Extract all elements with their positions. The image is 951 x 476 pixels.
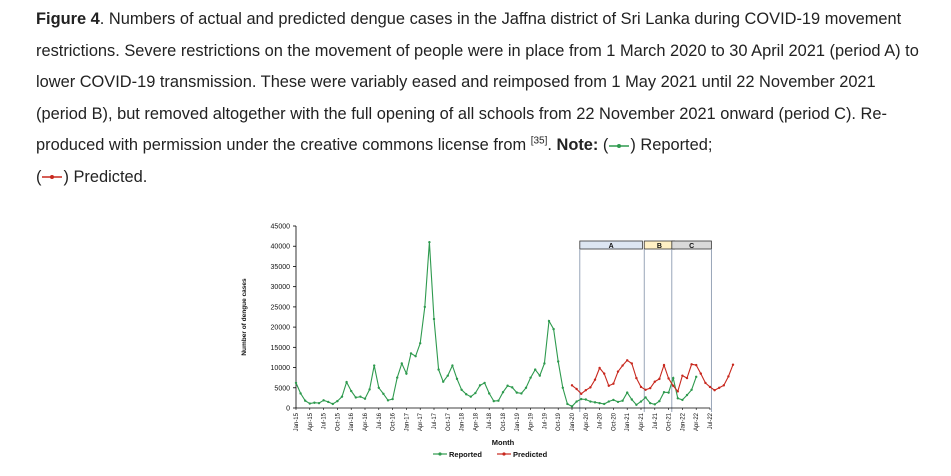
reported-data-point: [603, 403, 605, 405]
y-tick-label: 0: [286, 405, 290, 413]
x-tick-label: Jul-20: [597, 413, 604, 430]
reported-data-point: [295, 382, 297, 384]
reported-data-point: [658, 400, 660, 402]
reported-data-point: [442, 381, 444, 383]
predicted-data-point: [654, 381, 656, 383]
reported-data-point: [373, 364, 375, 366]
reported-data-point: [313, 402, 315, 404]
predicted-data-point: [718, 387, 720, 389]
reported-data-point: [594, 401, 596, 403]
predicted-data-point: [695, 364, 697, 366]
reported-data-point: [447, 374, 449, 376]
x-tick-label: Apr-18: [473, 413, 480, 432]
reported-data-point: [327, 401, 329, 403]
x-tick-label: Apr-22: [694, 413, 701, 432]
figure-caption: [36, 4, 926, 193]
reported-data-point: [585, 398, 587, 400]
y-tick-label: 25000: [270, 304, 290, 312]
period-label-b: B: [656, 243, 662, 250]
predicted-data-point: [608, 385, 610, 387]
predicted-data-point: [640, 386, 642, 388]
x-tick-label: Oct-17: [445, 413, 452, 432]
reported-data-point: [626, 391, 628, 393]
predicted-data-point: [594, 378, 596, 380]
x-tick-label: Jan-15: [294, 413, 300, 432]
x-tick-label: Jul-15: [321, 413, 328, 430]
reported-data-point: [332, 403, 334, 405]
reported-data-point: [424, 306, 426, 308]
y-axis-title: Number of dengue cases: [241, 278, 248, 356]
reported-data-point: [414, 355, 416, 357]
x-tick-label: Jan-18: [459, 413, 466, 432]
predicted-line-glyph: [41, 172, 63, 182]
reported-data-point: [575, 400, 577, 402]
x-tick-label: Jul-17: [432, 413, 438, 430]
reported-data-point: [663, 391, 665, 393]
reported-data-point: [612, 399, 614, 401]
predicted-data-point: [658, 378, 660, 380]
predicted-data-point: [631, 362, 633, 364]
x-tick-label: Oct-20: [611, 413, 618, 432]
reported-data-point: [382, 393, 384, 395]
reported-data-point: [677, 397, 679, 399]
reported-data-point: [635, 404, 637, 406]
predicted-data-point: [635, 377, 637, 379]
reported-data-point: [410, 352, 412, 354]
predicted-data-point: [681, 374, 683, 376]
reported-data-point: [405, 372, 407, 374]
reported-data-point: [401, 362, 403, 364]
x-tick-label: Jan-16: [349, 413, 356, 432]
predicted-data-point: [713, 389, 715, 391]
reported-data-point: [378, 387, 380, 389]
reported-data-point: [631, 398, 633, 400]
figure-label-period: .: [99, 10, 105, 28]
reported-data-point: [690, 389, 692, 391]
caption-after-ref: .: [547, 136, 557, 154]
predicted-data-point: [621, 364, 623, 366]
predicted-data-point: [571, 384, 573, 386]
reported-data-point: [654, 403, 656, 405]
predicted-data-point: [732, 364, 734, 366]
reported-data-point: [681, 399, 683, 401]
reported-data-point: [396, 376, 398, 378]
reported-legend-marker: [438, 452, 441, 455]
reported-data-point: [419, 342, 421, 344]
predicted-data-point: [690, 363, 692, 365]
x-tick-label: Jul-21: [652, 413, 659, 430]
reported-data-point: [355, 396, 357, 398]
reported-data-point: [608, 400, 610, 402]
x-tick-label: Oct-18: [501, 413, 507, 432]
reported-data-point: [502, 391, 504, 393]
predicted-data-point: [612, 383, 614, 385]
predicted-data-point: [727, 375, 729, 377]
x-axis-title: Month: [491, 438, 515, 447]
x-tick-label: Jul-18: [487, 413, 494, 430]
citation-reference[interactable]: [35]: [530, 135, 548, 147]
predicted-data-point: [644, 389, 646, 391]
reported-data-point: [318, 402, 320, 404]
reported-data-point: [350, 390, 352, 392]
predicted-data-point: [723, 384, 725, 386]
reported-data-point: [433, 318, 435, 320]
reported-data-point: [598, 402, 600, 404]
reported-data-point: [336, 400, 338, 402]
predicted-data-point: [649, 387, 651, 389]
predicted-data-point: [704, 382, 706, 384]
reported-data-point: [534, 368, 536, 370]
legend-open-paren: (: [598, 136, 609, 154]
reported-data-point: [470, 395, 472, 397]
predicted-data-point: [663, 364, 665, 366]
reported-data-point: [304, 400, 306, 402]
x-tick-label: Apr-16: [363, 413, 369, 432]
predicted-data-point: [667, 377, 669, 379]
predicted-data-point: [617, 370, 619, 372]
predicted-data-point: [603, 372, 605, 374]
reported-data-point: [299, 392, 301, 394]
predicted-legend-text: ) Predicted.: [63, 167, 148, 186]
reported-data-point: [437, 368, 439, 370]
predicted-data-point: [672, 385, 674, 387]
reported-data-point: [322, 399, 324, 401]
reported-data-point: [589, 400, 591, 402]
reported-data-point: [506, 385, 508, 387]
reported-data-point: [548, 320, 550, 322]
reported-data-point: [529, 376, 531, 378]
predicted-data-point: [677, 390, 679, 392]
reported-data-point: [345, 381, 347, 383]
reported-data-point: [456, 378, 458, 380]
x-tick-label: Jan-19: [514, 413, 521, 432]
reported-data-point: [539, 374, 541, 376]
reported-data-point: [566, 403, 568, 405]
x-tick-label: Jul-22: [708, 413, 714, 430]
period-label-a: A: [608, 243, 614, 250]
predicted-data-point: [626, 359, 628, 361]
y-tick-label: 35000: [270, 263, 290, 271]
reported-data-point: [474, 392, 476, 394]
predicted-data-point: [585, 389, 587, 391]
figure-label: Figure 4: [36, 10, 100, 28]
reported-data-point: [520, 392, 522, 394]
reported-data-point: [368, 388, 370, 390]
reported-data-point: [621, 400, 623, 402]
reported-data-point: [667, 391, 669, 393]
reported-data-point: [309, 402, 311, 404]
reported-data-point: [511, 386, 513, 388]
reported-data-point: [562, 387, 564, 389]
y-tick-label: 10000: [270, 365, 290, 373]
reported-data-point: [640, 400, 642, 402]
reported-data-point: [465, 393, 467, 395]
reported-data-point: [493, 400, 495, 402]
y-tick-label: 20000: [270, 324, 290, 332]
predicted-legend-marker: [502, 452, 505, 455]
reported-data-point: [359, 395, 361, 397]
x-tick-label: Oct-15: [335, 413, 342, 432]
reported-data-point: [571, 405, 573, 407]
reported-data-point: [479, 384, 481, 386]
caption-text: Numbers of actual and predicted dengue cases in the Jaffna district of Sri Lanka during COVID-19 movement restrictions. Severe restrictions on the movement of people were in place from 1 March 2020 to 30 April 2021 (period A) to lower COVID-19 transmission. These were variably eased and reimposed from 1 May 2021 until 22 November 2021 (period B), but removed altogether with the full opening of all schools from 22 November 2021 onward (period C). Re-produced with permission under the creative commons license from: [36, 10, 919, 154]
x-tick-label: Oct-16: [390, 413, 397, 432]
reported-data-point: [525, 387, 527, 389]
y-tick-label: 30000: [270, 284, 290, 292]
reported-data-point: [391, 398, 393, 400]
period-label-c: C: [689, 243, 695, 250]
x-tick-label: Apr-17: [418, 413, 425, 432]
reported-data-point: [497, 400, 499, 402]
x-tick-label: Apr-20: [583, 413, 590, 432]
predicted-series-line: [572, 360, 733, 394]
y-tick-label: 5000: [274, 385, 290, 393]
y-tick-label: 40000: [270, 243, 290, 251]
x-tick-label: Jan-22: [680, 413, 687, 432]
reported-data-point: [488, 392, 490, 394]
x-tick-label: Oct-21: [666, 413, 673, 432]
reported-data-point: [543, 362, 545, 364]
predicted-data-point: [598, 367, 600, 369]
predicted-data-point: [709, 386, 711, 388]
reported-data-point: [672, 377, 674, 379]
y-tick-label: 15000: [270, 344, 290, 352]
reported-data-point: [644, 396, 646, 398]
reported-legend-text: ) Reported;: [630, 136, 713, 154]
x-tick-label: Oct-19: [556, 413, 563, 432]
reported-data-point: [580, 398, 582, 400]
predicted-data-point: [686, 377, 688, 379]
x-tick-label: Apr-21: [639, 413, 645, 432]
predicted-data-point: [700, 372, 702, 374]
reported-data-point: [428, 241, 430, 243]
x-tick-label: Jan-21: [625, 413, 632, 432]
dengue-cases-line-chart: [232, 218, 712, 463]
reported-data-point: [516, 391, 518, 393]
reported-data-point: [483, 382, 485, 384]
predicted-open-paren: (: [36, 167, 42, 186]
reported-series-line: [296, 242, 696, 406]
reported-data-point: [364, 397, 366, 399]
predicted-legend-label: Predicted: [513, 450, 548, 459]
reported-data-point: [552, 328, 554, 330]
x-tick-label: Apr-19: [528, 413, 535, 432]
predicted-data-point: [580, 393, 582, 395]
reported-line-glyph: [608, 141, 630, 151]
x-tick-label: Apr-15: [307, 413, 314, 432]
reported-data-point: [695, 376, 697, 378]
reported-data-point: [649, 402, 651, 404]
reported-data-point: [686, 394, 688, 396]
reported-data-point: [557, 360, 559, 362]
note-label: Note:: [556, 136, 599, 154]
x-tick-label: Jul-16: [376, 413, 383, 430]
reported-data-point: [387, 399, 389, 401]
x-tick-label: Jan-20: [570, 413, 576, 432]
reported-data-point: [451, 364, 453, 366]
reported-data-point: [460, 389, 462, 391]
reported-data-point: [617, 401, 619, 403]
y-tick-label: 45000: [270, 223, 290, 231]
x-tick-label: Jan-17: [404, 413, 411, 432]
x-tick-label: Jul-19: [542, 413, 549, 430]
reported-legend-label: Reported: [449, 450, 482, 459]
reported-data-point: [341, 395, 343, 397]
predicted-data-point: [589, 386, 591, 388]
predicted-data-point: [575, 388, 577, 390]
